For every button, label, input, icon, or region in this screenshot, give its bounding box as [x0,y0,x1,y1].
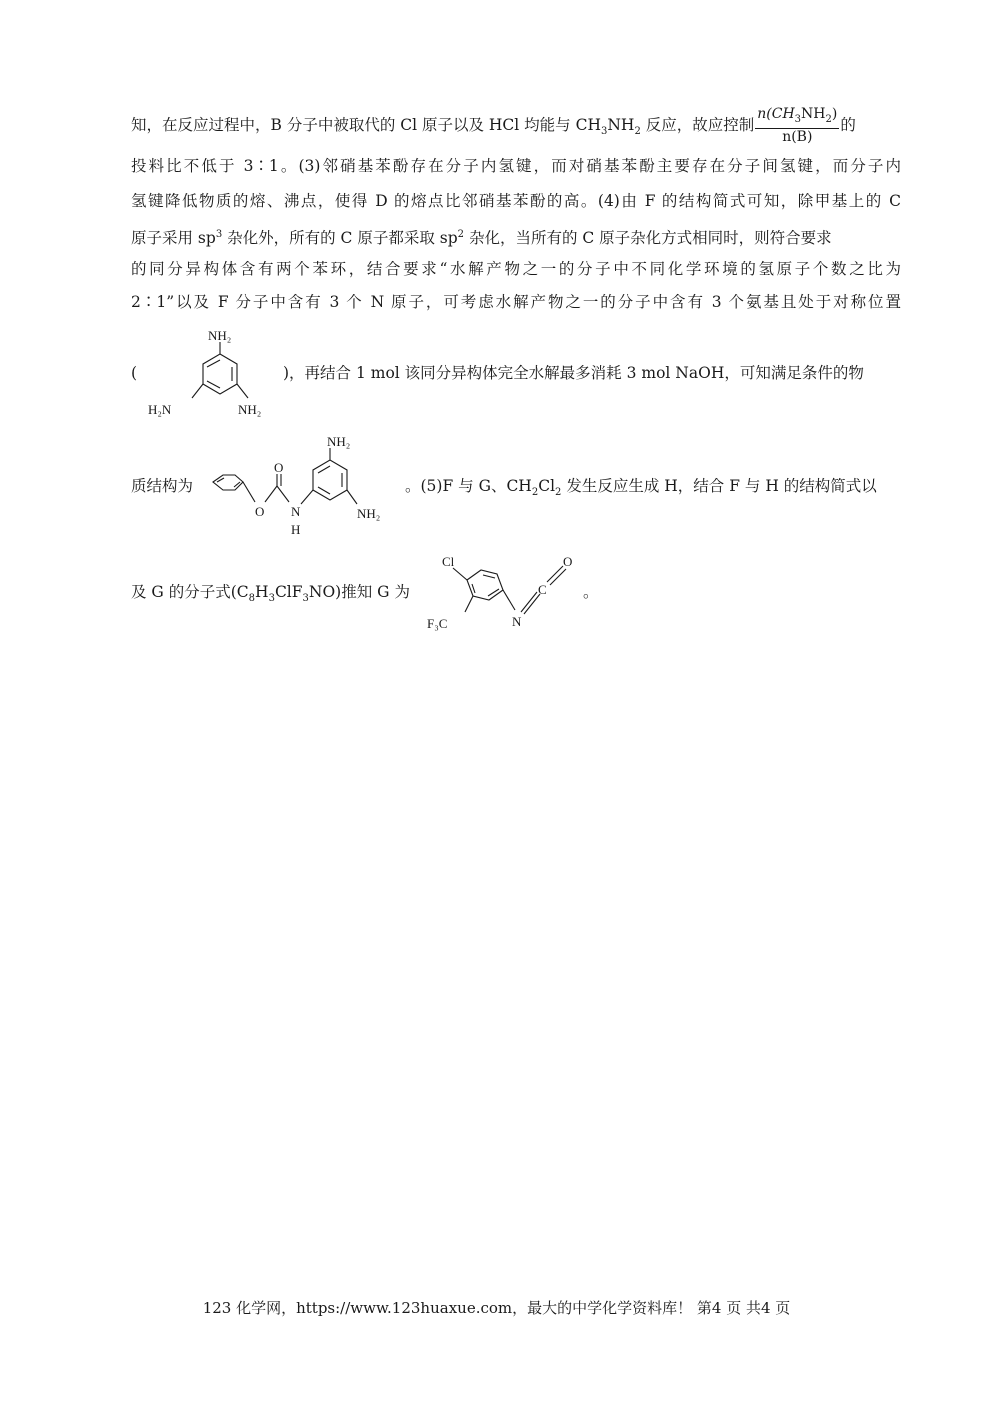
carbamate-structure [205,430,405,546]
text-line-9e: 。 [583,583,599,601]
triamine-nh2-left: H₂N [148,402,172,417]
carbamate-nh2-top: NH₂ [327,434,351,449]
ester-o: O [255,504,265,519]
line1-text-a: 知，在反应过程中，B 分子中被取代的 Cl 原子以及 HCl 均能与 CH [131,115,601,134]
molar-ratio-fraction: $\frac{n(CH_3NH_2)}{n(B)}$ [757,106,838,145]
triamine-structure [140,326,280,426]
text-line-2: 投料比不低于 3∶1。(3)邻硝基苯酚存在分子内氢键，而对硝基苯酚主要存在分子间氢键，而分子内 [131,157,901,175]
carbamate-nh2-right: NH₂ [357,506,381,521]
trifluoromethyl-group: F₃C [427,616,448,631]
amide-n: N [291,504,301,519]
triamine-nh2-right: NH₂ [238,402,262,417]
chloro-group: Cl [442,554,455,569]
isocyanate-c: C [538,582,547,597]
text-line-7a: ( [131,364,138,382]
text-line-1: 知，在反应过程中，B 分子中被取代的 Cl 原子以及 HCl 均能与 $CH_3NH_2$ 反应，故应控制 $\frac{n(CH_3NH_2)}{n(B)}$ 的 [131,106,856,145]
page-footer: 123 化学网，https://www.123huaxue.com，最大的中学化学资料库！ 第4 页 共4 页 [202,1299,791,1317]
text-line-3: 氢键降低物质的熔、沸点，使得 D 的熔点比邻硝基苯酚的高。(4)由 F 的结构简式可知，除甲基上的 C [131,192,901,210]
text-line-5: 的同分异构体含有两个苯环，结合要求“水解产物之一的分子中不同化学环境的氢原子个数之比为 [131,260,901,278]
amide-h: H [291,522,301,537]
carbonyl-o: O [274,460,284,475]
text-line-4: 原子采用 $sp^3$ 杂化外，所有的 C 原子都采取 $sp^2$ 杂化，当所有的 C 原子杂化方式相同时，则符合要求 [131,229,832,248]
text-line-8b: 。(5)F 与 G、$CH_2Cl_2$ 发生反应生成 H，结合 F 与 H 的结构简式以 [405,477,877,499]
isocyanate-o: O [563,554,573,569]
text-line-9: 及 G 的分子式$(C_8H_3ClF_3NO)$推知 G 为 [131,583,410,605]
text-line-7b: )，再结合 1 mol 该同分异构体完全水解最多消耗 3 mol NaOH，可知满足条件的物 [283,364,864,382]
text-line-6: 2∶1”以及 F 分子中含有 3 个 N 原子，可考虑水解产物之一的分子中含有 3 个氨基且处于对称位置 [131,293,901,311]
isocyanate-structure [425,548,585,640]
triamine-nh2-top: NH₂ [208,328,232,343]
text-line-8a: 质结构为 [131,477,194,495]
isocyanate-n: N [512,614,522,629]
